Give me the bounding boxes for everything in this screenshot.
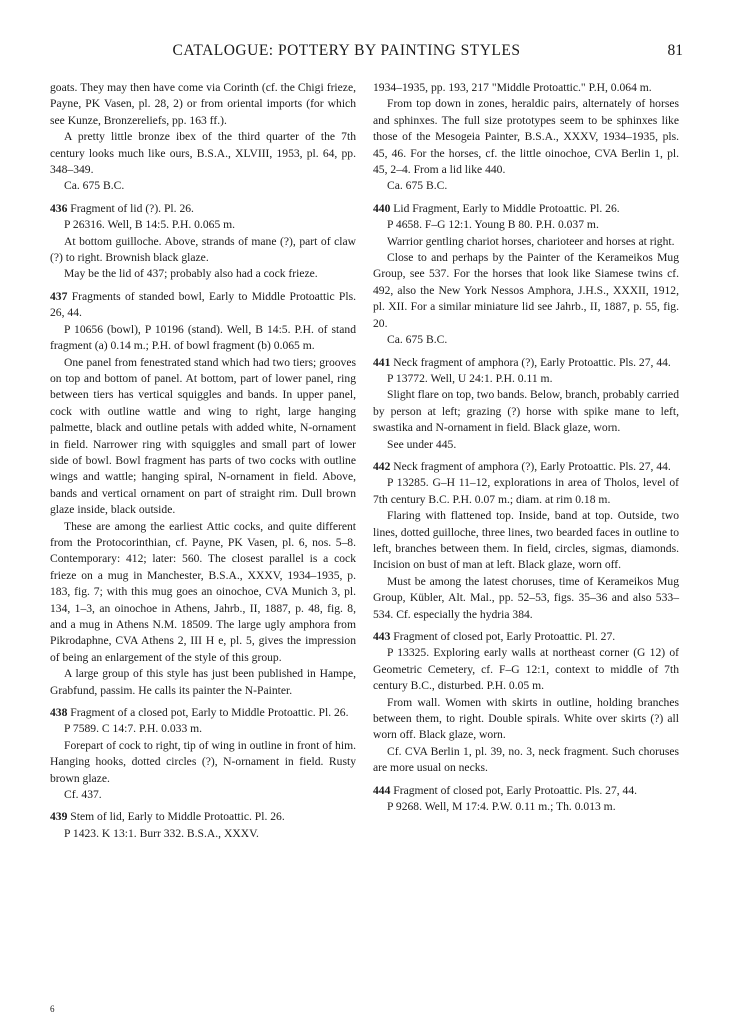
catalogue-number: 440 (373, 201, 391, 215)
catalogue-number: 443 (373, 630, 391, 643)
catalogue-entry-heading (50, 201, 356, 217)
entry-note: A large group of this style has just been published in Hampe, Grabfund, passim. He calls its painter the N-Painter. (50, 667, 356, 697)
entry-paragraph: Flaring with flattened top. Inside, band at top. Outside, two lines, dotted guilloche, three lines, two bearded faces in outline to left, branches between them. In field, circles, sigmas, diamonds. Incision on bust of man at left. Black glaze, worn off. (373, 509, 679, 572)
entry-note: Cf. 437. (64, 788, 102, 802)
catalogue-entry-heading (373, 783, 679, 799)
entry-paragraph: From wall. Women with skirts in outline, holding branches between them, to right. Double spirals. White over skirts (?) all worn off. Black glaze, worn. (373, 695, 679, 742)
catalogue-number: 439 (50, 810, 68, 824)
entry-note: Cf. CVA Berlin 1, pl. 39, no. 3, neck fragment. Such choruses are more usual on necks. (373, 744, 679, 775)
entry-paragraph: P 13325. Exploring early walls at northeast corner (G 12) of Geometric Cemetery, cf. F–G 12:1, context to middle of 7th century B.C., disturbed. P.H. 0.05 m. (373, 646, 679, 693)
entry-paragraph: One panel from fenestrated stand which had two tiers; grooves on top and bottom of panel. At bottom, part of lower panel, ring between tiers has vertical squiggles and bands. In upper panel, cock with outline wattle and wing to right, large hanging palmette, black and outline petals with added white, N-ornament in field. Narrower ring with squiggles and small part of lower side of bowl. Bowl fragment has parts of two cocks with outline wings and wattle; hanging spiral, N-ornament in field. Above, bands and vertical ornament on part of straight rim. Dull brown glaze inside, black outside. (50, 355, 356, 517)
catalogue-number: 442 (373, 459, 391, 473)
page-number: 81 (667, 42, 683, 59)
catalogue-entry-heading (373, 459, 679, 475)
entry-title: Neck fragment of amphora (?), Early Protoattic. Pls. 27, 44. (390, 355, 671, 369)
catalogue-entry-heading (50, 289, 356, 322)
entry-note: May be the lid of 437; probably also had a cock frieze. (64, 267, 318, 281)
entry-title: Fragment of lid (?). Pl. 26. (67, 201, 194, 215)
running-head: CATALOGUE: POTTERY BY PAINTING STYLES (172, 42, 521, 59)
catalogue-entry-heading (373, 629, 679, 645)
entry-paragraph: goats. They may then have come via Corinth (cf. the Chigi frieze, Payne, PK Vasen, pl. 28, 2) or from oriental imports (for which see Kunze, Bronzereliefs, pp. 163 ff.). (50, 81, 356, 127)
catalogue-number: 437 (50, 289, 68, 303)
entry-paragraph: Warrior gentling chariot horses, charioteer and horses at right. (387, 234, 675, 248)
entry-note: Ca. 675 B.C. (64, 179, 125, 193)
entry-paragraph: At bottom guilloche. Above, strands of mane (?), part of claw (?) to right. Brownish black glaze. (50, 234, 356, 265)
entry-paragraph: P 1423. K 13:1. Burr 332. B.S.A., XXXV. (64, 826, 259, 840)
entry-title: Lid Fragment, Early to Middle Protoattic. Pl. 26. (390, 201, 620, 215)
entry-paragraph: Slight flare on top, two bands. Below, branch, probably carried by person at left; grazing (?) horse with spike mane to left, swastika and N-ornament in field. Black glaze, worn. (373, 388, 679, 435)
signature-mark: 6 (50, 1004, 55, 1014)
left-column (50, 80, 356, 842)
entry-note: Ca. 675 B.C. (387, 179, 448, 193)
entry-paragraph: P 26316. Well, B 14:5. P.H. 0.065 m. (64, 218, 236, 232)
entry-paragraph: P 10656 (bowl), P 10196 (stand). Well, B 14:5. P.H. of stand fragment (a) 0.14 m.; P.H. of bowl fragment (b) 0.065 m. (50, 322, 356, 353)
catalogue-number: 438 (50, 706, 68, 720)
entry-paragraph: Close to and perhaps by the Painter of the Kerameikos Mug Group, see 537. For the horses that look like Siamese twins cf. 492, also the New York Nessos Amphora, J.H.S., XXXII, 1912, pl. XII. For a similar miniature lid see Jahrb., II, 1887, p. 55, fig. 20. (373, 251, 679, 330)
entry-title: Fragment of closed pot, Early Protoattic. Pls. 27, 44. (390, 783, 638, 797)
entry-paragraph: From top down in zones, heraldic pairs, alternately of horses and sphinxes. The full size prototypes seem to be sphinxes like those of the Mesogeia Painter, B.S.A., XXXV, 1934–1935, pls. 45, 46. For the horses, cf. the little oinochoe, CVA Berlin 1, pl. 45, 2–4. From a lid like 440. (373, 97, 679, 177)
entry-title: Stem of lid, Early to Middle Protoattic. Pl. 26. (67, 810, 285, 824)
entry-paragraph: P 9268. Well, M 17:4. P.W. 0.11 m.; Th. 0.013 m. (387, 800, 616, 814)
entry-paragraph: A pretty little bronze ibex of the third quarter of the 7th century looks much like ours, B.S.A., XLVIII, 1953, pl. 64, pp. 348–349. (50, 130, 356, 177)
entry-paragraph: These are among the earliest Attic cocks, and quite different from the Protocorinthian, cf. Payne, PK Vasen, pl. 6, nos. 5–8. Contemporary: 412; later: 560. The closest parallel is a cock frieze on a mug in Manchester, B.S.A., XXXV, 1934–1935, p. 183, fig. 7; with this mug goes an oinochoe, CVA Munich 3, pl. 134, 1–3, an oinochoe in Athens, Jahrb., II, 1887, p. 48, fig. 8, and a mug in Athens N.M. 18509. The large ugly amphora from Pikrodaphne, CVA Athens 2, III H e, pl. 5, gives the impression of being an enlargement of the style of this group. (50, 519, 356, 664)
catalogue-number: 436 (50, 201, 68, 215)
catalogue-entry-heading (373, 201, 679, 217)
catalogue-entry-heading (50, 809, 356, 825)
entry-paragraph: P 4658. F–G 12:1. Young B 80. P.H. 0.037 m. (387, 218, 599, 232)
right-column (373, 80, 679, 815)
entry-title: Fragment of closed pot, Early Protoattic. Pl. 27. (390, 630, 616, 643)
catalogue-entry-heading (373, 355, 679, 371)
entry-note: Ca. 675 B.C. (387, 333, 448, 347)
entry-title: Neck fragment of amphora (?), Early Protoattic. Pls. 27, 44. (390, 459, 671, 473)
entry-paragraph: P 13285. G–H 11–12, explorations in area of Tholos, level of 7th century B.C. P.H. 0.07 m.; diam. at rim 0.18 m. (373, 476, 679, 506)
entry-title: Fragment of a closed pot, Early to Middle Protoattic. Pl. 26. (67, 706, 349, 720)
catalogue-entry-heading (50, 705, 356, 721)
entry-paragraph: 1934–1935, pp. 193, 217 "Middle Protoattic." P.H, 0.064 m. (373, 81, 652, 94)
entry-paragraph: P 13772. Well, U 24:1. P.H. 0.11 m. (387, 371, 553, 385)
entry-paragraph: Forepart of cock to right, tip of wing in outline in front of him. Hanging hooks, dotted circles (?), N-ornament in field. Rusty brown glaze. (50, 738, 356, 785)
entry-paragraph: P 7589. C 14:7. P.H. 0.033 m. (64, 722, 203, 736)
catalogue-number: 444 (373, 783, 391, 797)
page-header (50, 42, 683, 66)
entry-note: Must be among the latest choruses, time of Kerameikos Mug Group, Kübler, Alt. Mal., pp. 52–53, figs. 35–36 and also 533–534. Cf. especially the hydria 384. (373, 574, 679, 621)
catalogue-number: 441 (373, 355, 391, 369)
entry-title: Fragments of standed bowl, Early to Middle Protoattic Pls. 26, 44. (50, 289, 356, 320)
entry-note: See under 445. (387, 437, 457, 451)
